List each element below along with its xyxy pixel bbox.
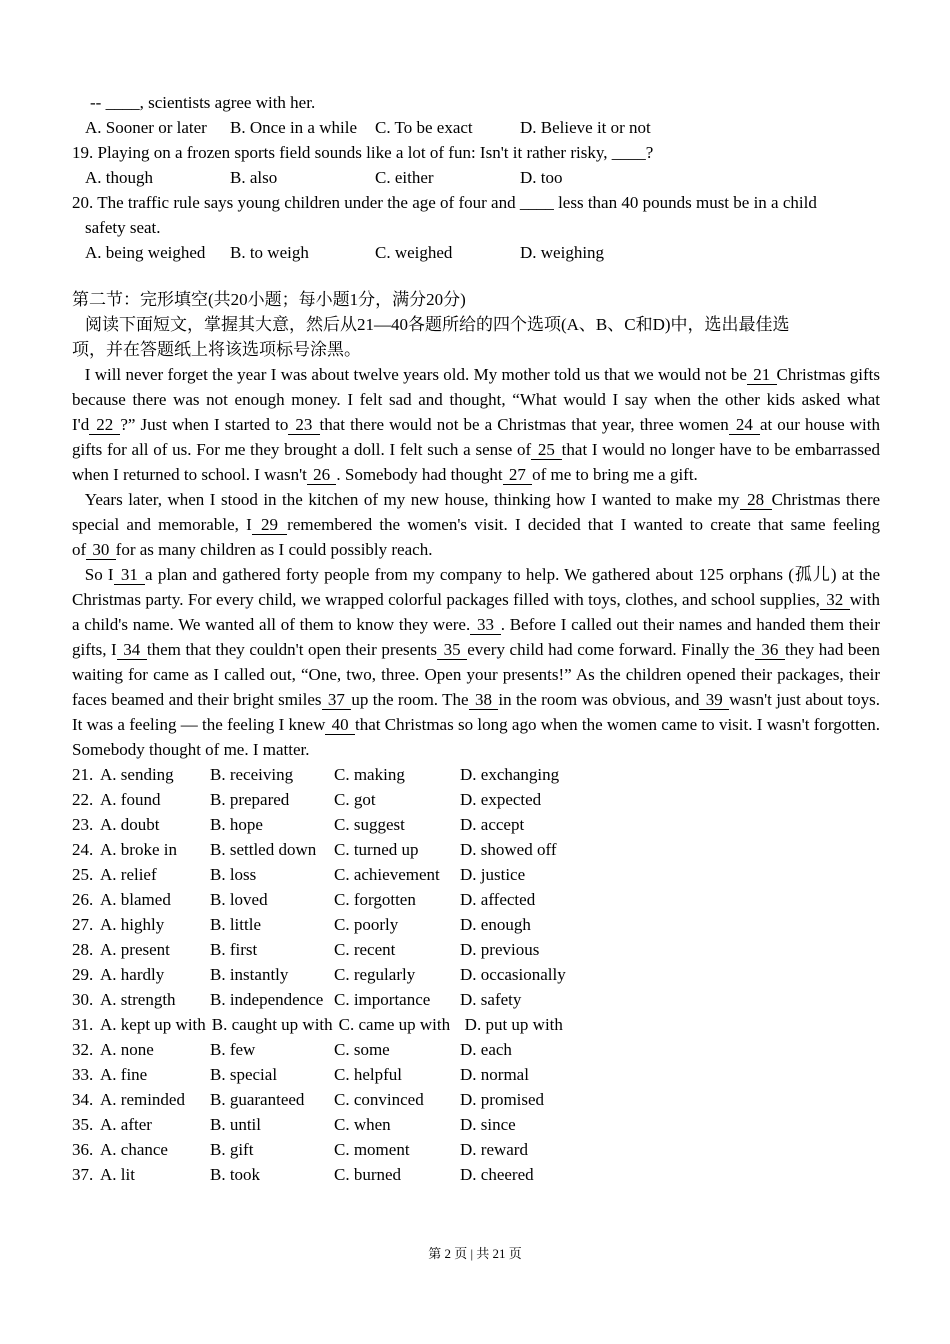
answer-option: C. came up with: [338, 1015, 451, 1034]
answer-option: C. either: [375, 168, 434, 187]
answer-option: C. moment: [334, 1140, 410, 1159]
answer-option: A. fine: [100, 1065, 148, 1084]
question-number: 28.: [72, 940, 94, 959]
answer-option: C. achievement: [334, 865, 440, 884]
cloze-paragraph-3: So I 31 a plan and gathered forty people from my company to help. We gathered about 125 orphans (孤儿) at the Christmas party. For every child, we wrapped colorful packages filled with toys, clothes, and school supplies, 32 with a child's name. We wanted all of them to know they were. 33 . Before I called out their names and handed them their gifts, I 34 them that they couldn't open their presents 35 every child had come forward. Finally the 36 they had been waiting for came as I called out, “One, two, three. Open your presents!” As the children opened their packages, their faces beamed and their bright smiles 37 up the room. The 38 in the room was obvious, and 39 wasn't just about toys. It was a feeling — the feeling I knew 40 that Christmas so long ago when the women came to visit. I wasn't forgotten. Somebody thought of me. I matter.: [72, 565, 881, 759]
cloze-option-row: [72, 1012, 880, 1037]
question-number: 27.: [72, 915, 94, 934]
question-number: 32.: [72, 1040, 94, 1059]
answer-option: D. normal: [460, 1065, 529, 1084]
question-number: 23.: [72, 815, 94, 834]
answer-option: C. suggest: [334, 815, 405, 834]
cloze-passage: [72, 362, 880, 762]
question-number: 30.: [72, 990, 94, 1009]
answer-option: C. poorly: [334, 915, 399, 934]
answer-option: B. to weigh: [230, 243, 309, 262]
answer-option: C. making: [334, 765, 405, 784]
answer-option: B. special: [210, 1065, 278, 1084]
question-number: 33.: [72, 1065, 94, 1084]
answer-option: B. caught up with: [211, 1015, 333, 1034]
cloze-blank-40: 40: [327, 715, 353, 734]
cloze-blank-23: 23: [290, 415, 318, 434]
answer-option: C. burned: [334, 1165, 402, 1184]
question-number: 25.: [72, 865, 94, 884]
question-number: 22.: [72, 790, 94, 809]
question-number: 35.: [72, 1115, 94, 1134]
answer-option: C. importance: [334, 990, 431, 1009]
answer-option: B. settled down: [210, 840, 317, 859]
answer-option: D. affected: [460, 890, 536, 909]
cloze-blank-36: 36: [756, 640, 783, 659]
cloze-blank-22: 22: [91, 415, 119, 434]
cloze-option-row: [72, 1162, 880, 1187]
answer-option: C. To be exact: [375, 118, 473, 137]
cloze-option-row: [72, 1062, 880, 1087]
answer-option: D. promised: [460, 1090, 545, 1109]
answer-option: A. broke in: [100, 840, 177, 859]
cloze-paragraph-1: I will never forget the year I was about twelve years old. My mother told us that we would not be 21 Christmas gifts because there was not enough money. I felt sad and thought, “What would I say when the other kids asked what I'd 22 ?” Just when I started to 23 that there would not be a Christmas that year, three women 24 at our house with gifts for all of us. For me they brought a doll. I felt such a sense of 25 that I would no longer have to be embarrassed when I returned to school. I wasn't 26 . Somebody had thought 27 of me to bring me a gift.: [72, 365, 881, 484]
answer-option: C. some: [334, 1040, 390, 1059]
cloze-option-row: [72, 1137, 880, 1162]
answer-option: A. reminded: [100, 1090, 185, 1109]
question-options: [72, 240, 880, 265]
answer-option: B. until: [210, 1115, 262, 1134]
answer-option: B. few: [210, 1040, 256, 1059]
question-number: 26.: [72, 890, 94, 909]
answer-option: A. being weighed: [85, 243, 206, 262]
answer-option: A. kept up with: [100, 1015, 206, 1034]
answer-option: C. turned up: [334, 840, 419, 859]
answer-option: B. loved: [210, 890, 268, 909]
answer-option: D. expected: [460, 790, 542, 809]
cloze-blank-32: 32: [821, 590, 848, 609]
answer-option: B. hope: [210, 815, 263, 834]
answer-option: B. guaranteed: [210, 1090, 305, 1109]
answer-option: D. cheered: [460, 1165, 534, 1184]
answer-option: B. took: [210, 1165, 261, 1184]
cloze-blank-25: 25: [533, 440, 560, 459]
answer-option: B. prepared: [210, 790, 290, 809]
question-stem-line: safety seat.: [85, 218, 161, 237]
answer-option: A. strength: [100, 990, 176, 1009]
cloze-paragraph-2: Years later, when I stood in the kitchen of my new house, thinking how I wanted to make my 28 Christmas there special and memorable, I 29 remembered the women's visit. I decided that I wanted to create that same feeling of 30 for as many children as I could possibly reach.: [72, 490, 881, 559]
answer-option: D. each: [460, 1040, 512, 1059]
cloze-blank-24: 24: [730, 415, 758, 434]
cloze-blank-26: 26: [308, 465, 335, 484]
answer-option: D. enough: [460, 915, 531, 934]
answer-option: A. relief: [100, 865, 157, 884]
answer-option: A. sending: [100, 765, 174, 784]
section-instructions: [72, 312, 880, 362]
cloze-option-row: [72, 862, 880, 887]
answer-option: C. when: [334, 1115, 391, 1134]
answer-option: C. recent: [334, 940, 396, 959]
answer-option: A. hardly: [100, 965, 165, 984]
cloze-blank-35: 35: [439, 640, 466, 659]
answer-option: D. previous: [460, 940, 540, 959]
answer-option: A. lit: [100, 1165, 135, 1184]
answer-option: D. occasionally: [460, 965, 566, 984]
cloze-option-row: [72, 987, 880, 1012]
answer-option: B. first: [210, 940, 258, 959]
question-stem-line: 20. The traffic rule says young children under the age of four and ____ less than 40 pounds must be in a child: [72, 193, 817, 212]
cloze-blank-31: 31: [115, 565, 144, 584]
instructions-line-1: 阅读下面短文，掌握其大意，然后从21—40各题所给的四个选项(A、B、C和D)中，选出最佳选: [85, 315, 790, 334]
cloze-option-row: [72, 837, 880, 862]
cloze-option-row: [72, 1112, 880, 1137]
cloze-option-row: [72, 937, 880, 962]
question-number: 29.: [72, 965, 94, 984]
page-footer: 第 2 页 | 共 21 页: [428, 1246, 522, 1261]
answer-option: D. Believe it or not: [520, 118, 651, 137]
answer-option: C. regularly: [334, 965, 416, 984]
answer-option: B. instantly: [210, 965, 289, 984]
question-number: 24.: [72, 840, 94, 859]
grammar-questions-section: [72, 90, 880, 265]
answer-option: A. blamed: [100, 890, 171, 909]
instructions-line-2: 项，并在答题纸上将该选项标号涂黑。: [72, 340, 361, 359]
cloze-blank-28: 28: [741, 490, 770, 509]
question-options: [72, 165, 880, 190]
cloze-option-row: [72, 1037, 880, 1062]
cloze-blank-38: 38: [470, 690, 497, 709]
question-number: 34.: [72, 1090, 94, 1109]
answer-option: D. since: [460, 1115, 516, 1134]
answer-option: A. doubt: [100, 815, 160, 834]
answer-option: A. found: [100, 790, 161, 809]
answer-option: D. too: [520, 168, 563, 187]
question-stem-line: -- ____, scientists agree with her.: [90, 93, 316, 112]
answer-option: A. after: [100, 1115, 152, 1134]
answer-option: D. weighing: [520, 243, 605, 262]
answer-option: A. none: [100, 1040, 154, 1059]
answer-option: A. chance: [100, 1140, 168, 1159]
answer-option: C. helpful: [334, 1065, 402, 1084]
question-number: 31.: [72, 1015, 94, 1034]
cloze-blank-27: 27: [504, 465, 531, 484]
cloze-blank-30: 30: [88, 540, 114, 559]
answer-option: D. reward: [460, 1140, 528, 1159]
section-title: 第二节：完形填空(共20小题；每小题1分，满分20分): [72, 290, 466, 309]
cloze-blank-37: 37: [323, 690, 350, 709]
cloze-blank-33: 33: [472, 615, 499, 634]
question-stem-line: 19. Playing on a frozen sports field sounds like a lot of fun: Isn't it rather risky, ____?: [72, 143, 654, 162]
answer-option: B. also: [230, 168, 278, 187]
answer-option: A. highly: [100, 915, 165, 934]
answer-option: D. accept: [460, 815, 525, 834]
cloze-option-row: [72, 762, 880, 787]
cloze-option-row: [72, 1087, 880, 1112]
cloze-option-row: [72, 887, 880, 912]
answer-option: B. receiving: [210, 765, 294, 784]
cloze-option-row: [72, 962, 880, 987]
answer-option: C. convinced: [334, 1090, 424, 1109]
cloze-blank-39: 39: [701, 690, 728, 709]
answer-option: B. little: [210, 915, 261, 934]
cloze-option-row: [72, 787, 880, 812]
answer-option: D. justice: [460, 865, 526, 884]
cloze-options-list: [72, 762, 880, 1187]
cloze-blank-29: 29: [253, 515, 286, 534]
answer-option: C. weighed: [375, 243, 453, 262]
answer-option: B. independence: [210, 990, 324, 1009]
answer-option: A. Sooner or later: [85, 118, 207, 137]
answer-option: D. showed off: [460, 840, 557, 859]
question-number: 36.: [72, 1140, 94, 1159]
answer-option: C. got: [334, 790, 376, 809]
cloze-blank-21: 21: [748, 365, 775, 384]
question-options: [72, 115, 880, 140]
answer-option: D. safety: [460, 990, 522, 1009]
answer-option: D. put up with: [464, 1015, 563, 1034]
answer-option: A. though: [85, 168, 153, 187]
answer-option: A. present: [100, 940, 170, 959]
question-number: 37.: [72, 1165, 94, 1184]
cloze-option-row: [72, 812, 880, 837]
question-number: 21.: [72, 765, 94, 784]
answer-option: C. forgotten: [334, 890, 416, 909]
answer-option: B. gift: [210, 1140, 254, 1159]
cloze-blank-34: 34: [118, 640, 145, 659]
cloze-option-row: [72, 912, 880, 937]
answer-option: B. Once in a while: [230, 118, 357, 137]
answer-option: D. exchanging: [460, 765, 560, 784]
answer-option: B. loss: [210, 865, 257, 884]
